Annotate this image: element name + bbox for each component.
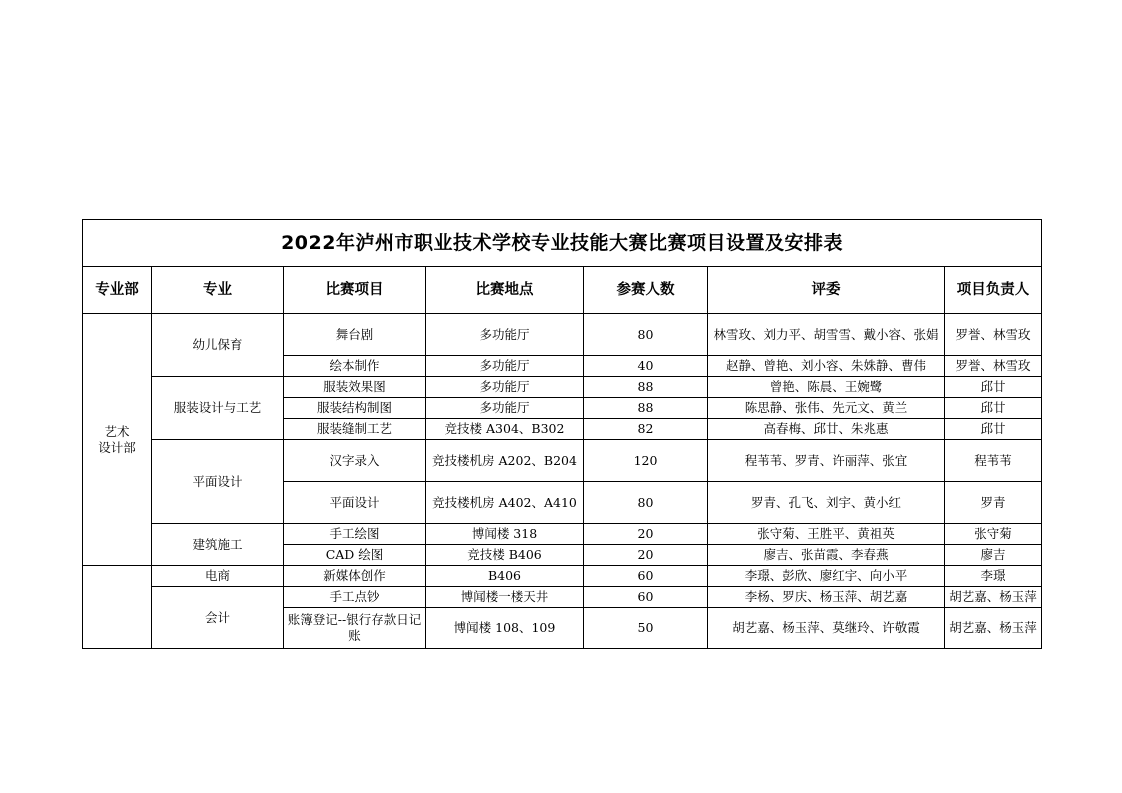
- count-cell: 60: [584, 587, 708, 608]
- header-judges: 评委: [708, 267, 945, 314]
- event-cell: 服装结构制图: [284, 398, 426, 419]
- event-cell: 账簿登记--银行存款日记账: [284, 608, 426, 649]
- venue-cell: 竞技楼机房 A402、A410: [426, 482, 584, 524]
- venue-cell: 博闻楼 108、109: [426, 608, 584, 649]
- judges-cell: 李璟、彭欣、廖红宇、向小平: [708, 566, 945, 587]
- judges-cell: 陈思静、张伟、先元文、黄兰: [708, 398, 945, 419]
- leader-cell: 邱廿: [945, 398, 1042, 419]
- leader-cell: 廖吉: [945, 545, 1042, 566]
- venue-cell: B406: [426, 566, 584, 587]
- judges-cell: 罗青、孔飞、刘宇、黄小红: [708, 482, 945, 524]
- count-cell: 40: [584, 356, 708, 377]
- count-cell: 88: [584, 377, 708, 398]
- event-cell: 服装缝制工艺: [284, 419, 426, 440]
- table-row: [83, 314, 1042, 356]
- event-cell: 手工点钞: [284, 587, 426, 608]
- event-cell: 舞台剧: [284, 314, 426, 356]
- schedule-table: [82, 219, 1042, 649]
- leader-cell: 罗誉、林雪玫: [945, 356, 1042, 377]
- event-cell: 平面设计: [284, 482, 426, 524]
- event-cell: CAD 绘图: [284, 545, 426, 566]
- count-cell: 50: [584, 608, 708, 649]
- count-cell: 60: [584, 566, 708, 587]
- header-row: [83, 267, 1042, 314]
- major-cell-preschool: 幼儿保育: [152, 314, 284, 377]
- major-cell-ecommerce: 电商: [152, 566, 284, 587]
- judges-cell: 高春梅、邱廿、朱兆惠: [708, 419, 945, 440]
- count-cell: 80: [584, 314, 708, 356]
- leader-cell: 胡艺嘉、杨玉萍: [945, 587, 1042, 608]
- table-title: 2022年泸州市职业技术学校专业技能大赛比赛项目设置及安排表: [83, 220, 1042, 267]
- event-cell: 服装效果图: [284, 377, 426, 398]
- leader-cell: 邱廿: [945, 419, 1042, 440]
- venue-cell: 多功能厅: [426, 398, 584, 419]
- table-row: [83, 377, 1042, 398]
- header-event: 比赛项目: [284, 267, 426, 314]
- judges-cell: 李杨、罗庆、杨玉萍、胡艺嘉: [708, 587, 945, 608]
- venue-cell: 博闻楼一楼天井: [426, 587, 584, 608]
- leader-cell: 李璟: [945, 566, 1042, 587]
- event-cell: 绘本制作: [284, 356, 426, 377]
- header-leader: 项目负责人: [945, 267, 1042, 314]
- table-row: [83, 587, 1042, 608]
- leader-cell: 胡艺嘉、杨玉萍: [945, 608, 1042, 649]
- judges-cell: 程苇苇、罗青、许丽萍、张宜: [708, 440, 945, 482]
- judges-cell: 赵静、曾艳、刘小容、朱姝静、曹伟: [708, 356, 945, 377]
- venue-cell: 竞技楼机房 A202、B204: [426, 440, 584, 482]
- count-cell: 88: [584, 398, 708, 419]
- major-cell-graphic: 平面设计: [152, 440, 284, 524]
- venue-cell: 多功能厅: [426, 314, 584, 356]
- header-major: 专业: [152, 267, 284, 314]
- table-row: [83, 440, 1042, 482]
- judges-cell: 曾艳、陈晨、王婉鹭: [708, 377, 945, 398]
- event-cell: 汉字录入: [284, 440, 426, 482]
- header-dept: 专业部: [83, 267, 152, 314]
- leader-cell: 邱廿: [945, 377, 1042, 398]
- leader-cell: 张守菊: [945, 524, 1042, 545]
- table-row: [83, 566, 1042, 587]
- venue-cell: 竞技楼 B406: [426, 545, 584, 566]
- judges-cell: 林雪玫、刘力平、胡雪雪、戴小容、张娟: [708, 314, 945, 356]
- venue-cell: 多功能厅: [426, 356, 584, 377]
- count-cell: 20: [584, 524, 708, 545]
- venue-cell: 竞技楼 A304、B302: [426, 419, 584, 440]
- header-venue: 比赛地点: [426, 267, 584, 314]
- header-count: 参赛人数: [584, 267, 708, 314]
- major-cell-construction: 建筑施工: [152, 524, 284, 566]
- venue-cell: 多功能厅: [426, 377, 584, 398]
- major-cell-fashion: 服装设计与工艺: [152, 377, 284, 440]
- title-row: [83, 220, 1042, 267]
- event-cell: 新媒体创作: [284, 566, 426, 587]
- judges-cell: 廖吉、张苗霞、李春燕: [708, 545, 945, 566]
- judges-cell: 张守菊、王胜平、黄祖英: [708, 524, 945, 545]
- dept-cell-other: [83, 566, 152, 649]
- count-cell: 120: [584, 440, 708, 482]
- dept-cell-art: 艺术 设计部: [83, 314, 152, 566]
- count-cell: 20: [584, 545, 708, 566]
- leader-cell: 罗誉、林雪玫: [945, 314, 1042, 356]
- venue-cell: 博闻楼 318: [426, 524, 584, 545]
- judges-cell: 胡艺嘉、杨玉萍、莫继玲、许敬霞: [708, 608, 945, 649]
- count-cell: 82: [584, 419, 708, 440]
- major-cell-accounting: 会计: [152, 587, 284, 649]
- table-row: [83, 524, 1042, 545]
- count-cell: 80: [584, 482, 708, 524]
- event-cell: 手工绘图: [284, 524, 426, 545]
- leader-cell: 程苇苇: [945, 440, 1042, 482]
- leader-cell: 罗青: [945, 482, 1042, 524]
